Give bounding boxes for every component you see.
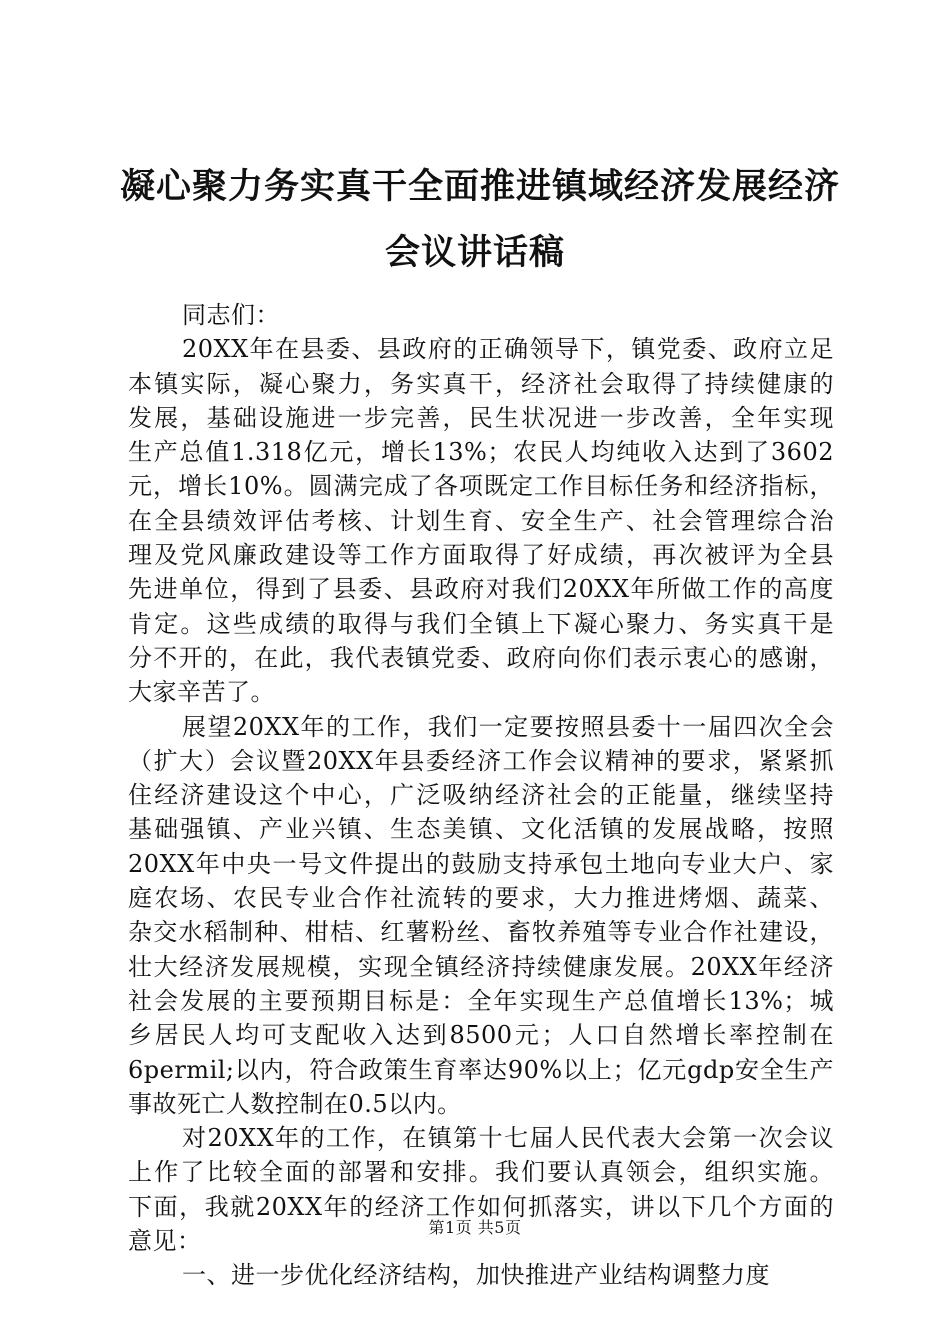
paragraph-line: 壮大经济发展规模，实现全镇经济持续健康发展。20XX年经济 (128, 952, 834, 981)
paragraph-line: 展望20XX年的工作，我们一定要按照县委十一届四次全会 (182, 712, 834, 741)
paragraph-line: 分不开的，在此，我代表镇党委、政府向你们表示衷心的感谢， (128, 643, 834, 672)
paragraph-line: 肯定。这些成绩的取得与我们全镇上下凝心聚力、务实真干是 (128, 609, 834, 638)
paragraph-line: 理及党风廉政建设等工作方面取得了好成绩，再次被评为全县 (128, 541, 834, 570)
paragraph-line: 先进单位，得到了县委、县政府对我们20XX年所做工作的高度 (128, 575, 834, 604)
paragraph-line: 大家辛苦了。 (128, 678, 275, 707)
paragraph-line: 乡居民人均可支配收入达到8500元；人口自然增长率控制在 (128, 1021, 834, 1050)
paragraph-line: 意见： (128, 1227, 202, 1256)
paragraph-line: 社会发展的主要预期目标是：全年实现生产总值增长13%；城 (128, 986, 834, 1015)
paragraph-line: 庭农场、农民专业合作社流转的要求，大力推进烤烟、蔬菜、 (128, 884, 834, 913)
paragraph-line: 下面，我就20XX年的经济工作如何抓落实，讲以下几个方面的 (128, 1192, 834, 1221)
paragraph-line: 上作了比较全面的部署和安排。我们要认真领会，组织实施。 (128, 1158, 834, 1187)
paragraph-line: 元，增长10%。圆满完成了各项既定工作目标任务和经济指标， (128, 472, 834, 501)
paragraph-line: 20XX年中央一号文件提出的鼓励支持承包土地向专业大户、家 (128, 849, 834, 878)
paragraph-line: 20XX年在县委、县政府的正确领导下，镇党委、政府立足 (182, 335, 834, 364)
document-title-line-1: 凝心聚力务实真干全面推进镇域经济发展经济 (120, 166, 841, 207)
paragraph-line: 发展，基础设施进一步完善，民生状况进一步改善，全年实现 (128, 403, 834, 432)
paragraph-line: 6permil;以内，符合政策生育率达90%以上；亿元gdp安全生产 (128, 1055, 834, 1084)
paragraph-line: 对20XX年的工作，在镇第十七届人民代表大会第一次会议 (182, 1124, 834, 1153)
paragraph-line: 基础强镇、产业兴镇、生态美镇、文化活镇的发展战略，按照 (128, 815, 834, 844)
paragraph-line: 生产总值1.318亿元，增长13%；农民人均纯收入达到了3602 (128, 438, 834, 467)
paragraph-line: （扩大）会议暨20XX年县委经济工作会议精神的要求，紧紧抓 (128, 746, 834, 775)
paragraph-line: 住经济建设这个中心，广泛吸纳经济社会的正能量，继续坚持 (128, 781, 834, 810)
page-footer: 第1页 共5页 (428, 1218, 522, 1237)
section-heading: 一、进一步优化经济结构，加快推进产业结构调整力度 (182, 1261, 770, 1290)
document-body (128, 298, 834, 1293)
paragraph-line: 杂交水稻制种、柑桔、红薯粉丝、畜牧养殖等专业合作社建设， (128, 918, 834, 947)
paragraph-line: 事故死亡人数控制在0.5以内。 (128, 1089, 462, 1118)
paragraph-line: 在全县绩效评估考核、计划生育、安全生产、社会管理综合治 (128, 506, 834, 535)
salutation: 同志们： (182, 301, 280, 329)
document-title-line-2: 会议讲话稿 (384, 232, 565, 273)
paragraph-line: 本镇实际，凝心聚力，务实真干，经济社会取得了持续健康的 (128, 369, 834, 398)
